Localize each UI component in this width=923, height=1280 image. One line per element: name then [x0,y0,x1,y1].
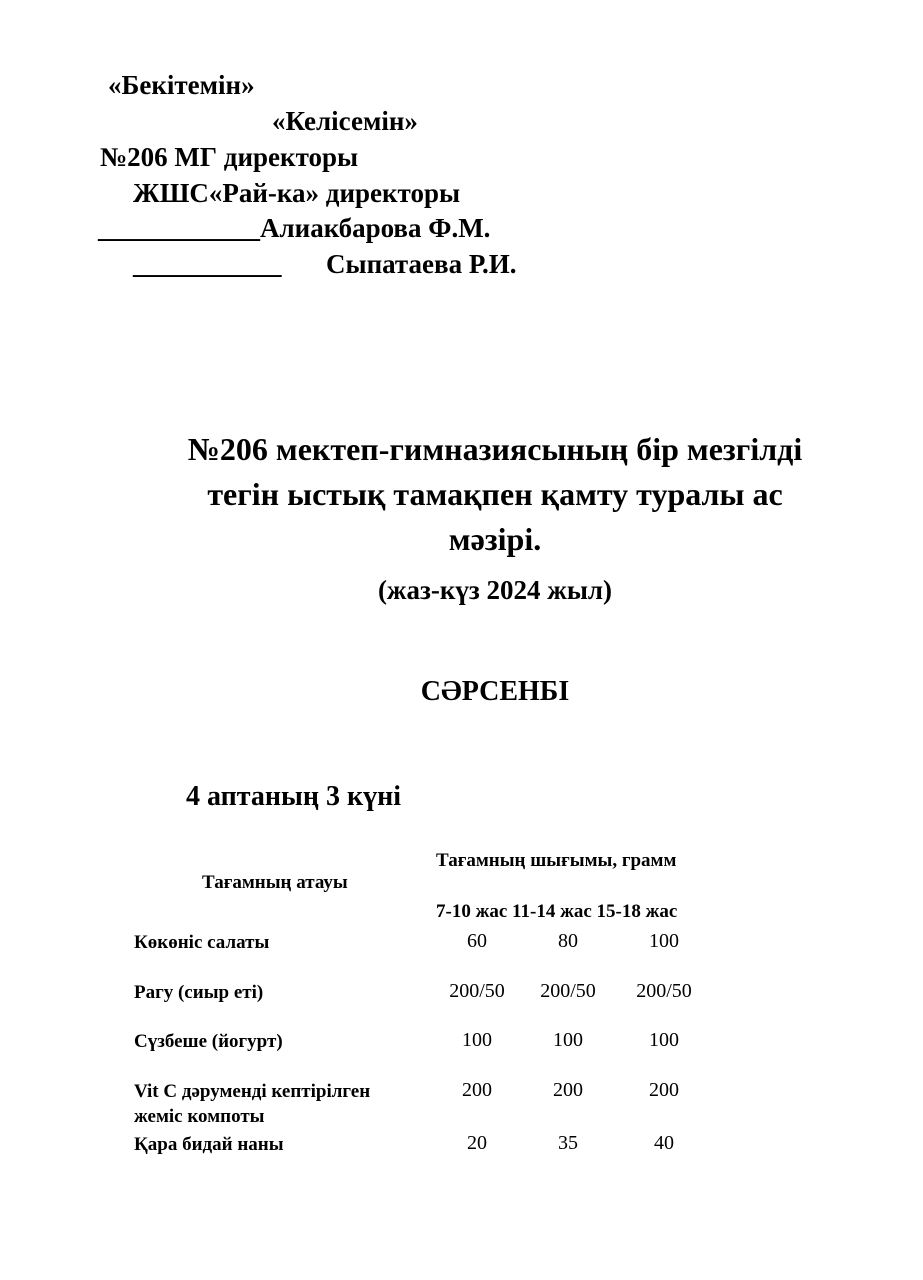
menu-title-line-1: №206 мектеп-гимназиясының бір мезгілді [187,431,803,467]
director-company-label: ЖШС«Рай-ка» директоры [133,178,461,208]
weekday-heading: СӘРСЕНБІ [420,676,570,707]
dish-name-continued: жеміс компоты [134,1106,265,1127]
menu-period: (жаз-күз 2024 жыл) [377,575,613,605]
dish-name: Vit C дәруменді кептірілген [134,1081,371,1102]
portion-7-10: 100 [462,1029,492,1051]
portion-15-18: 40 [654,1132,674,1154]
dish-name-header: Тағамның атауы [202,872,348,893]
signature-line-1: ____________Алиакбарова Ф.М. [98,213,491,243]
portion-11-14: 100 [553,1029,583,1051]
portion-15-18: 100 [649,930,679,952]
portion-11-14: 200/50 [540,980,596,1002]
signature-name-2: Сыпатаева Р.И. [326,249,517,279]
portion-11-14: 80 [558,930,578,952]
portion-7-10: 60 [467,930,487,952]
menu-title-line-3: мәзірі. [448,521,542,557]
portion-7-10: 20 [467,1132,487,1154]
menu-title-line-2: тегін ыстық тамақпен қамту туралы ас [207,476,783,512]
portion-7-10: 200 [462,1079,492,1101]
director-school-label: №206 МГ директоры [100,142,359,172]
approve-label: «Бекітемін» [108,70,255,100]
signature-line-2: ___________ [133,249,282,279]
portion-11-14: 35 [558,1132,578,1154]
dish-name: Қара бидай наны [134,1134,284,1155]
week-day-label: 4 аптаның 3 күні [186,781,402,812]
portion-15-18: 100 [649,1029,679,1051]
age-groups-header: 7-10 жас 11-14 жас 15-18 жас [436,901,678,922]
portion-7-10: 200/50 [449,980,505,1002]
portion-11-14: 200 [553,1079,583,1101]
dish-name: Сүзбеше (йогурт) [134,1031,283,1052]
agree-label: «Келісемін» [272,106,418,136]
dish-name: Көкөніс салаты [134,932,270,953]
portion-15-18: 200 [649,1079,679,1101]
output-header: Тағамның шығымы, грамм [436,850,677,871]
dish-name: Рагу (сиыр еті) [134,982,264,1003]
portion-15-18: 200/50 [636,980,692,1002]
